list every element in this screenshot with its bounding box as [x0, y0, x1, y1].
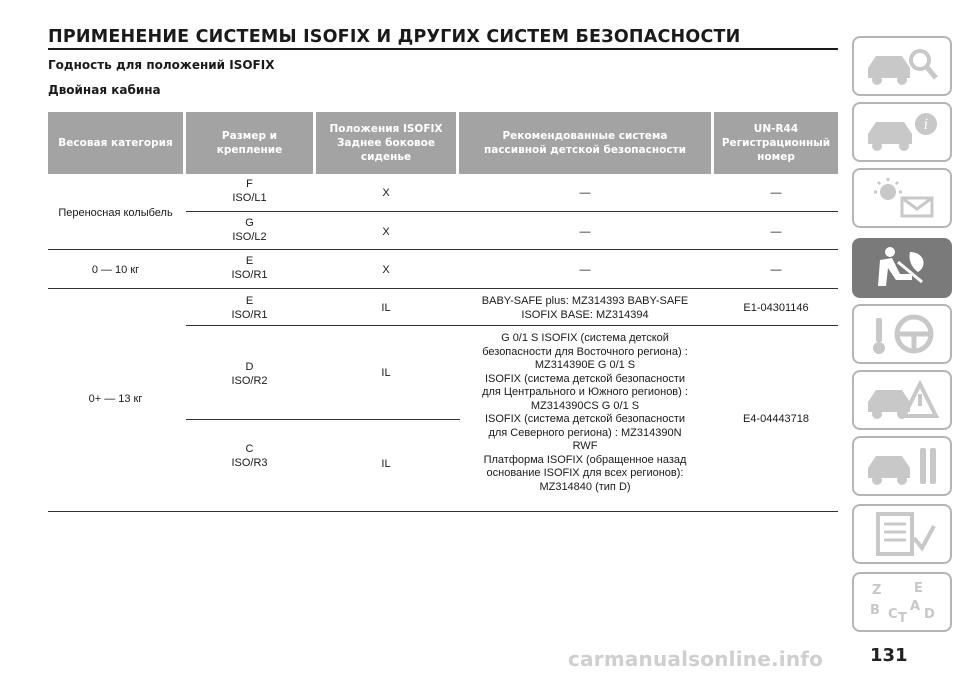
- table-cell-size: F ISO/L1: [232, 178, 267, 204]
- header-isofix-positions: Положения ISOFIX Заднее боковое сиденье: [316, 112, 456, 174]
- index-letter: D: [924, 607, 935, 622]
- table-cell-recommended: BABY-SAFE plus: MZ314393 BABY-SAFE ISOFIX BASE: MZ314394: [481, 295, 689, 321]
- page-number: 131: [870, 645, 908, 666]
- row-divider: [48, 249, 838, 250]
- nav-tab-maintenance[interactable]: [852, 436, 952, 496]
- svg-text:i: i: [923, 117, 929, 133]
- table-header: [48, 112, 838, 174]
- document-list-icon: [862, 512, 942, 556]
- table-cell-position: IL: [381, 458, 391, 470]
- row-divider: [186, 211, 838, 212]
- header-weight-category: Весовая категория: [48, 112, 183, 174]
- index-letter: T: [898, 611, 907, 624]
- page-title: ПРИМЕНЕНИЕ СИСТЕМЫ ISOFIX И ДРУГИХ СИСТЕМ БЕЗОПАСНОСТИ: [48, 27, 741, 47]
- header-registration-number: UN-R44 Регистрационный номер: [714, 112, 838, 174]
- table-cell-size: C ISO/R3: [231, 443, 268, 469]
- table-cell-recommended-list: G 0/1 S ISOFIX (система детской безопасности для Восточного региона) : MZ314390E G 0/1 S ISOFIX (система детской безопасности для Центрального и Южного регионов) : MZ314390CS G 0/1 S ISOFIX (система детской безопасности для Северного региона) : MZ314390N RWF Платформа ISOFIX (обращенное назад основание ISOFIX для всех регионов): MZ314840 (тип D): [482, 332, 688, 493]
- table-cell-registration: E4-04443718: [742, 413, 810, 425]
- table-cell-recommended: —: [579, 187, 591, 199]
- warning-lights-icon: [862, 176, 942, 220]
- car-info-icon: [862, 110, 942, 154]
- index-letter: A: [910, 599, 921, 614]
- table-cell-position: X: [382, 226, 390, 238]
- index-letter: Z: [872, 583, 882, 598]
- table-cell-registration: —: [770, 226, 782, 238]
- table-cell-recommended: —: [579, 264, 591, 276]
- header-recommended-systems: Рекомендованные система пассивной детской безопасности: [459, 112, 711, 174]
- table-cell-registration: —: [770, 187, 782, 199]
- steering-key-icon: [862, 312, 942, 356]
- index-letter: B: [870, 603, 880, 618]
- table-cell-size: D ISO/R2: [231, 361, 268, 387]
- table-cell-position: IL: [381, 367, 391, 379]
- index-letter: E: [914, 581, 923, 596]
- section-subtitle: Годность для положений ISOFIX: [48, 58, 275, 72]
- nav-tab-emergency[interactable]: [852, 370, 952, 430]
- table-cell-category: Переносная колыбель: [58, 207, 173, 219]
- table-cell-recommended: —: [579, 226, 591, 238]
- row-divider: [186, 419, 460, 420]
- chapter-nav-rail: [852, 0, 960, 678]
- table-cell-category: 0 — 10 кг: [91, 264, 140, 276]
- table-bottom-rule: [48, 511, 838, 512]
- table-cell-size: G ISO/L2: [232, 217, 267, 243]
- car-search-icon: [862, 44, 942, 88]
- nav-tab-warning-lights[interactable]: [852, 168, 952, 228]
- watermark: carmanualsonline.info: [568, 647, 824, 671]
- alphabet-index-icon: [862, 580, 942, 624]
- table-cell-position: IL: [381, 302, 391, 314]
- car-breakdown-icon: [862, 378, 942, 422]
- header-size-fixture: Размер и крепление: [186, 112, 313, 174]
- nav-tab-starting-driving[interactable]: [852, 304, 952, 364]
- nav-tab-index[interactable]: [852, 572, 952, 632]
- table-cell-category: 0+ — 13 кг: [88, 393, 143, 405]
- table-cell-registration: E1-04301146: [743, 302, 809, 314]
- table-cell-size: E ISO/R1: [231, 255, 268, 281]
- section-subsubtitle: Двойная кабина: [48, 83, 161, 97]
- nav-tab-technical-data[interactable]: [852, 504, 952, 564]
- title-rule: [48, 48, 838, 50]
- nav-tab-car-search[interactable]: [852, 36, 952, 96]
- row-divider: [48, 288, 838, 289]
- index-letter: C: [888, 607, 898, 622]
- airbag-seat-icon: [862, 246, 942, 290]
- row-divider: [186, 325, 838, 326]
- table-cell-registration: —: [770, 264, 782, 276]
- table-cell-position: X: [382, 187, 390, 199]
- nav-tab-car-info[interactable]: [852, 102, 952, 162]
- table-cell-position: X: [382, 264, 390, 276]
- table-cell-size: E ISO/R1: [231, 295, 268, 321]
- nav-tab-safety[interactable]: [852, 238, 952, 298]
- car-tools-icon: [862, 444, 942, 488]
